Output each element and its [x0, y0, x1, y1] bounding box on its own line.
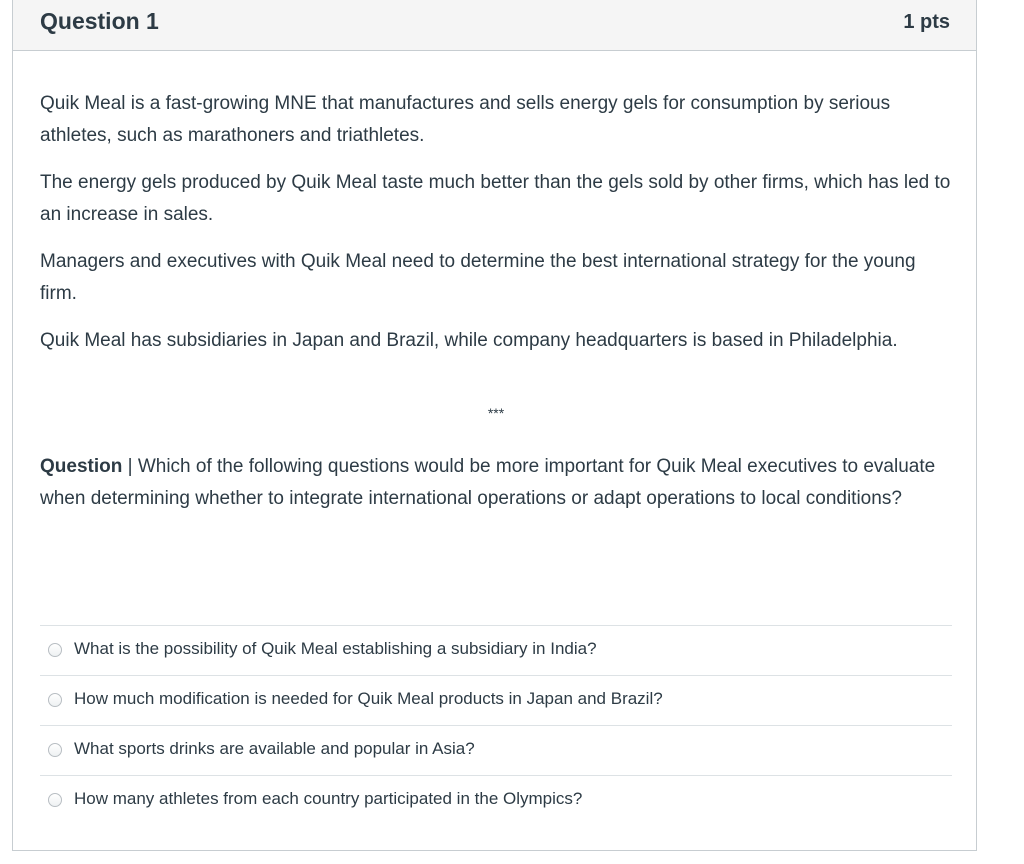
answer-option-3[interactable] — [40, 725, 952, 775]
answer-list — [40, 625, 952, 825]
answer-label[interactable]: What is the possibility of Quik Meal establishing a subsidiary in India? — [74, 639, 597, 658]
question-points: 1 pts — [903, 11, 950, 33]
scenario-paragraph-4: Quik Meal has subsidiaries in Japan and Brazil, while company headquarters is based in Philadelphia. — [40, 330, 898, 351]
answer-option-2[interactable] — [40, 675, 952, 725]
radio-button-icon[interactable] — [48, 693, 62, 707]
radio-button-icon[interactable] — [48, 793, 62, 807]
radio-button-icon[interactable] — [48, 743, 62, 757]
radio-button-icon[interactable] — [48, 643, 62, 657]
question-title: Question 1 — [40, 8, 159, 34]
section-separator: *** — [487, 405, 505, 421]
question-card — [12, 0, 977, 851]
answer-option-4[interactable] — [40, 775, 952, 825]
answer-option-1[interactable] — [40, 625, 952, 675]
scenario-paragraph-1: Quik Meal is a fast-growing MNE that manufactures and sells energy gels for consumption by serious athletes, such as marathoners and triathletes. — [40, 93, 891, 146]
prompt-label: Question — [40, 456, 123, 477]
answer-label[interactable]: How many athletes from each country participated in the Olympics? — [74, 789, 583, 808]
answer-label[interactable]: How much modification is needed for Quik Meal products in Japan and Brazil? — [74, 689, 663, 708]
scenario-paragraph-3: Managers and executives with Quik Meal need to determine the best international strategy for the young firm. — [40, 251, 916, 304]
question-header — [13, 0, 976, 51]
question-prompt — [40, 451, 952, 515]
prompt-text: | Which of the following questions would be more important for Quik Meal executives to evaluate when determining whether to integrate international operations or adapt operations to local conditions? — [40, 456, 936, 509]
scenario-paragraph-2: The energy gels produced by Quik Meal taste much better than the gels sold by other firms, which has led to an increase in sales. — [40, 172, 951, 225]
answer-label[interactable]: What sports drinks are available and popular in Asia? — [74, 739, 475, 758]
